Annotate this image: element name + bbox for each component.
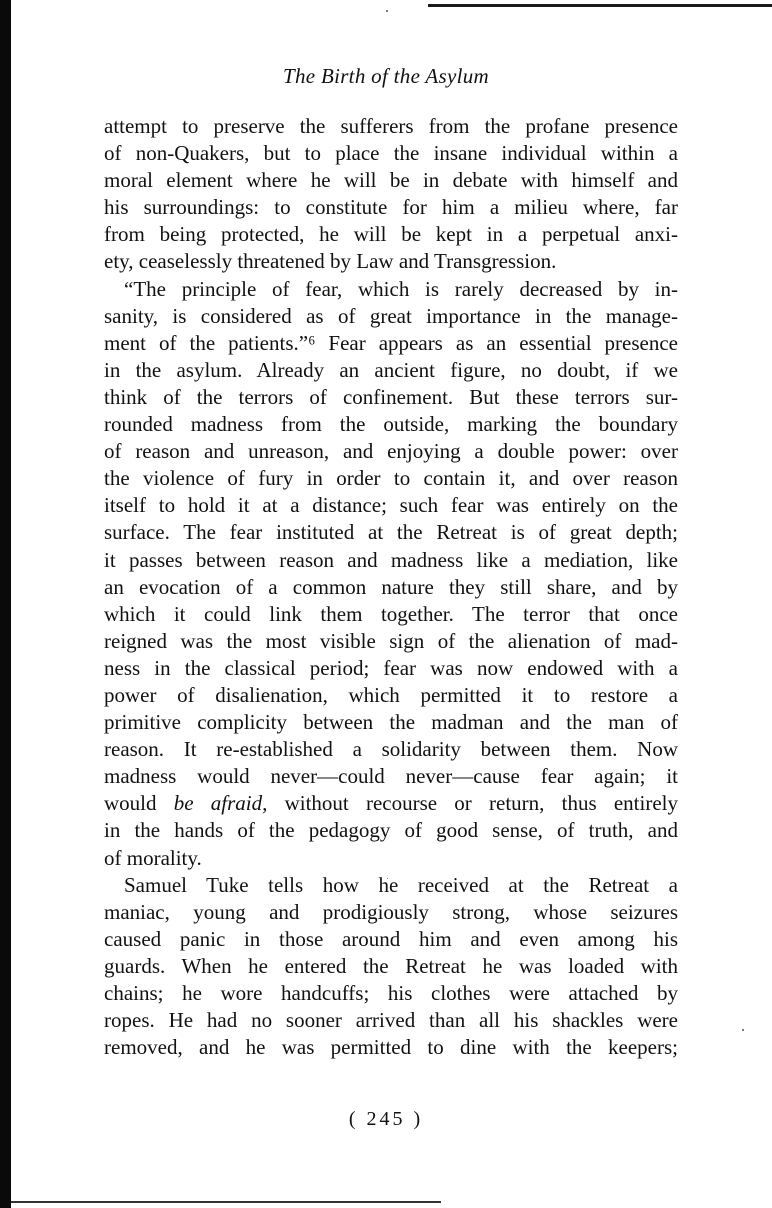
scan-edge-top — [428, 4, 772, 7]
text-line: maniac, young and prodigiously strong, whose seizures — [104, 899, 678, 924]
text-line: of reason and unreason, and enjoying a double power: over — [104, 439, 678, 464]
scan-speck — [386, 10, 388, 12]
page-number: ( 245 ) — [348, 1108, 424, 1130]
paragraph — [104, 872, 678, 1062]
text-line: power of disalienation, which permitted it to restore a — [104, 682, 678, 707]
text-line: surface. The fear instituted at the Retreat is of great depth; — [104, 520, 678, 545]
text-line: reason. It re-established a solidarity between them. Now — [104, 737, 678, 762]
text-line: guards. When he entered the Retreat he was loaded with — [104, 953, 678, 978]
scan-edge-bottom — [11, 1201, 441, 1203]
text-line: ropes. He had no sooner arrived than all his shackles were — [104, 1008, 678, 1033]
text-line: primitive complicity between the madman and the man of — [104, 710, 678, 735]
text-line: the violence of fury in order to contain it, and over reason — [104, 466, 678, 491]
text-line: chains; he wore handcuffs; his clothes were attached by — [104, 981, 678, 1005]
text-line: ment of the patients.”⁶ Fear appears as an essential presence — [104, 330, 678, 355]
text-line: would be afraid, without recourse or return, thus entirely — [104, 791, 678, 816]
text-line: Samuel Tuke tells how he received at the Retreat a — [124, 872, 678, 897]
text-line: “The principle of fear, which is rarely decreased by in- — [124, 276, 678, 301]
text-line: sanity, is considered as of great importance in the manage- — [104, 303, 678, 328]
text-line: an evocation of a common nature they still share, and by — [104, 574, 678, 599]
scan-speck — [742, 1029, 744, 1031]
text-line: removed, and he was permitted to dine with the keepers; — [104, 1035, 678, 1060]
text-line: reigned was the most visible sign of the alienation of mad- — [104, 628, 678, 653]
text-line: attempt to preserve the sufferers from the profane presence — [104, 114, 678, 138]
text-line: think of the terrors of confinement. But these terrors sur- — [104, 384, 678, 409]
running-head: The Birth of the Asylum — [283, 64, 489, 88]
scan-edge-left — [0, 0, 11, 1208]
text-line: of morality. — [104, 845, 202, 870]
text-line: itself to hold it at a distance; such fear was entirely on the — [104, 493, 678, 518]
text-line: it passes between reason and madness like a mediation, like — [104, 547, 678, 572]
text-line: moral element where he will be in debate with himself and — [104, 168, 678, 193]
text-line: ety, ceaselessly threatened by Law and Transgression. — [104, 249, 557, 274]
text-line: in the hands of the pedagogy of good sense, of truth, and — [104, 818, 678, 843]
text-line: rounded madness from the outside, marking the boundary — [104, 412, 678, 437]
text-line: from being protected, he will be kept in a perpetual anxi- — [104, 222, 678, 247]
text-line: his surroundings: to constitute for him a milieu where, far — [104, 195, 678, 220]
text-line: madness would never—could never—cause fear again; it — [104, 764, 678, 789]
paragraph — [104, 276, 678, 872]
text-line: ness in the classical period; fear was now endowed with a — [104, 655, 678, 680]
paragraph — [104, 113, 678, 276]
body-text — [104, 113, 678, 1061]
text-line: in the asylum. Already an ancient figure, no doubt, if we — [104, 357, 678, 382]
text-line: which it could link them together. The terror that once — [104, 601, 678, 626]
emphasis: be afraid, — [173, 791, 268, 816]
text-line: of non-Quakers, but to place the insane individual within a — [104, 141, 678, 166]
text-line: caused panic in those around him and even among his — [104, 926, 678, 951]
